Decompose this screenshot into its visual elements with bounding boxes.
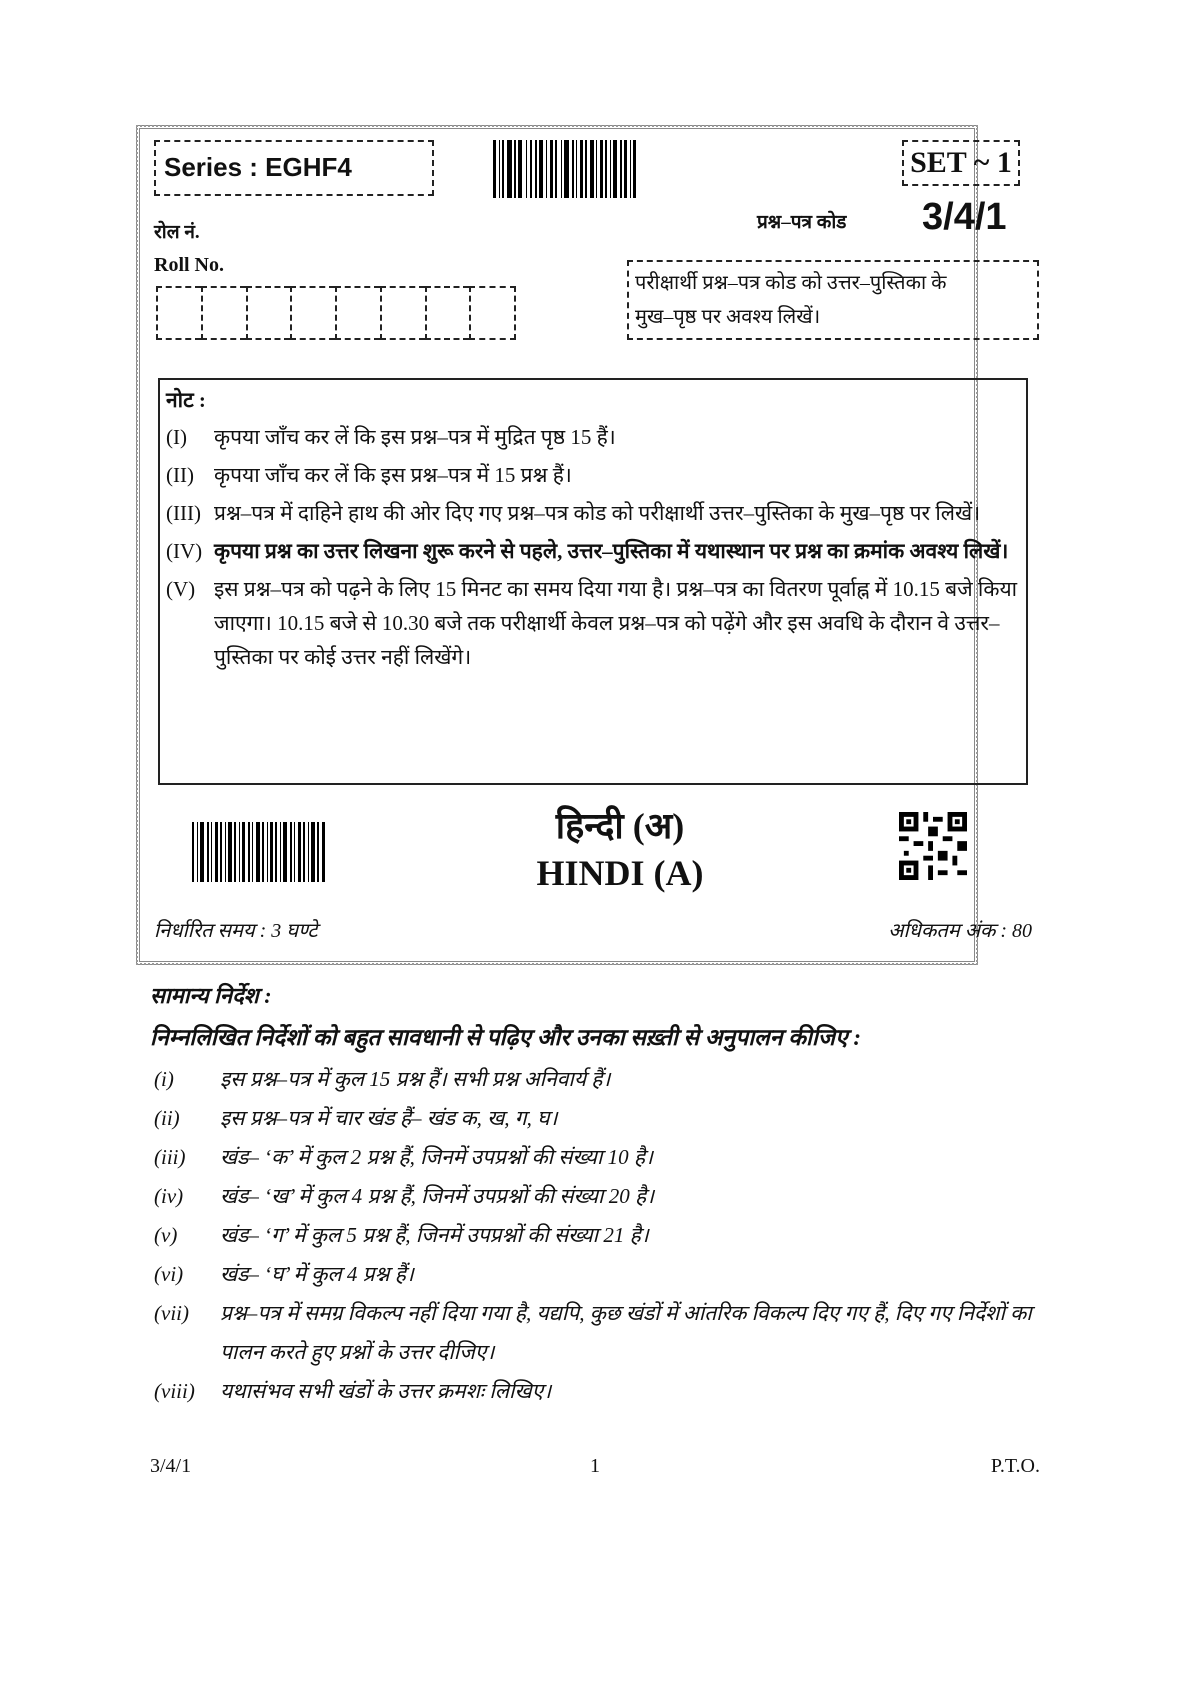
footer-paper-code: 3/4/1: [150, 1455, 192, 1477]
instruction-number: (iv): [154, 1184, 184, 1208]
instruction-item: [150, 1372, 1050, 1411]
note-item: [166, 496, 1020, 530]
top-barcode: [493, 140, 713, 198]
roll-digit-box[interactable]: [290, 286, 335, 340]
note-number: (II): [166, 463, 194, 487]
roll-label-hindi: रोल नं.: [154, 222, 200, 243]
instruction-number: (vii): [154, 1301, 189, 1325]
instruction-text: इस प्रश्न–पत्र में कुल 15 प्रश्न हैं। सभी प्रश्न अनिवार्य हैं।: [220, 1067, 611, 1091]
instruction-number: (viii): [154, 1379, 195, 1403]
instruction-text: खंड– ‘क’ में कुल 2 प्रश्न हैं, जिनमें उपप्रश्नों की संख्या 10 है।: [220, 1145, 654, 1169]
instruction-item: [150, 1099, 1050, 1138]
instruction-number: (i): [154, 1067, 174, 1091]
time-allowed: निर्धारित समय : 3 घण्टे: [154, 920, 318, 942]
note-text: इस प्रश्न–पत्र को पढ़ने के लिए 15 मिनट का समय दिया गया है। प्रश्न–पत्र का वितरण पूर्वाह्न में 10.15 बजे किया जाएगा। 10.15 बजे से 10.30 बजे तक परीक्षार्थी केवल प्रश्न–पत्र को पढ़ेंगे और इस अवधि के दौरान वे उत्तर–पुस्तिका पर कोई उत्तर नहीं लिखेंगे।: [214, 577, 1018, 669]
general-instructions-title: सामान्य निर्देश :: [150, 983, 272, 1008]
instruction-number: (v): [154, 1223, 178, 1247]
note-text: कृपया प्रश्न का उत्तर लिखना शुरू करने से पहले, उत्तर–पुस्तिका में यथास्थान पर प्रश्न का क्रमांक अवश्य लिखें।: [214, 539, 1009, 563]
code-instruction-box: [627, 260, 1039, 340]
code-instruction-line: परीक्षार्थी प्रश्न–पत्र कोड को उत्तर–पुस्तिका के: [635, 272, 947, 294]
instruction-text: खंड– ‘ग’ में कुल 5 प्रश्न हैं, जिनमें उपप्रश्नों की संख्या 21 है।: [220, 1223, 649, 1247]
instruction-item: [150, 1138, 1050, 1177]
note-text: कृपया जाँच कर लें कि इस प्रश्न–पत्र में 15 प्रश्न हैं।: [214, 463, 572, 487]
paper-code-label: प्रश्न–पत्र कोड: [757, 212, 847, 233]
instruction-item: [150, 1060, 1050, 1099]
instruction-item: [150, 1294, 1050, 1372]
subject-title-hindi: हिन्दी (अ): [555, 806, 685, 846]
code-instruction-line: मुख–पृष्ठ पर अवश्य लिखें।: [635, 306, 821, 328]
roll-label-english: Roll No.: [154, 254, 224, 276]
roll-digit-box[interactable]: [469, 286, 516, 340]
note-title: नोट :: [166, 388, 206, 412]
paper-code-value: 3/4/1: [922, 196, 1007, 238]
note-text: कृपया जाँच कर लें कि इस प्रश्न–पत्र में मुद्रित पृष्ठ 15 हैं।: [214, 425, 616, 449]
note-number: (V): [166, 577, 196, 601]
note-number: (I): [166, 425, 187, 449]
instruction-item: [150, 1177, 1050, 1216]
instruction-number: (vi): [154, 1262, 184, 1286]
roll-digit-box[interactable]: [201, 286, 246, 340]
note-number: (III): [166, 501, 201, 525]
roll-digit-box[interactable]: [425, 286, 470, 340]
subject-barcode: [192, 822, 414, 882]
series-label: Series : EGHF4: [154, 140, 434, 196]
roll-number-boxes[interactable]: [156, 286, 516, 340]
set-number: SET ~ 1: [902, 140, 1020, 186]
maximum-marks: अधिकतम अंक : 80: [888, 920, 1032, 942]
note-item: [166, 534, 1020, 568]
roll-digit-box[interactable]: [156, 286, 201, 340]
instruction-item: [150, 1255, 1050, 1294]
general-instructions-list: [150, 1060, 1050, 1411]
roll-digit-box[interactable]: [335, 286, 380, 340]
note-number: (IV): [166, 539, 203, 563]
general-instructions-subtitle: निम्नलिखित निर्देशों को बहुत सावधानी से पढ़िए और उनका सख़्ती से अनुपालन कीजिए :: [150, 1025, 862, 1050]
instruction-number: (ii): [154, 1106, 180, 1130]
instruction-item: [150, 1216, 1050, 1255]
instruction-text: प्रश्न–पत्र में समग्र विकल्प नहीं दिया गया है, यद्यपि, कुछ खंडों में आंतरिक विकल्प दिए गए हैं, दिए गए निर्देशों का पालन करते हुए प्रश्नों के उत्तर दीजिए।: [220, 1301, 1032, 1364]
note-item: [166, 420, 1020, 454]
note-item: [166, 572, 1020, 674]
please-turn-over: P.T.O.: [990, 1455, 1040, 1477]
page-number: 1: [590, 1455, 600, 1477]
instruction-text: यथासंभव सभी खंडों के उत्तर क्रमशः लिखिए।: [220, 1379, 552, 1403]
instruction-number: (iii): [154, 1145, 186, 1169]
instruction-text: खंड– ‘घ’ में कुल 4 प्रश्न हैं।: [220, 1262, 414, 1286]
subject-title-english: HINDI (A): [536, 853, 704, 893]
instruction-text: खंड– ‘ख’ में कुल 4 प्रश्न हैं, जिनमें उपप्रश्नों की संख्या 20 है।: [220, 1184, 655, 1208]
qr-code-icon: [898, 812, 968, 880]
instruction-text: इस प्रश्न–पत्र में चार खंड हैं– खंड क, ख, ग, घ।: [220, 1106, 558, 1130]
roll-digit-box[interactable]: [380, 286, 425, 340]
note-text: प्रश्न–पत्र में दाहिने हाथ की ओर दिए गए प्रश्न–पत्र कोड को परीक्षार्थी उत्तर–पुस्तिका के मुख–पृष्ठ पर लिखें।: [214, 501, 981, 525]
roll-digit-box[interactable]: [246, 286, 291, 340]
note-item: [166, 458, 1020, 492]
note-box: [158, 378, 1028, 785]
